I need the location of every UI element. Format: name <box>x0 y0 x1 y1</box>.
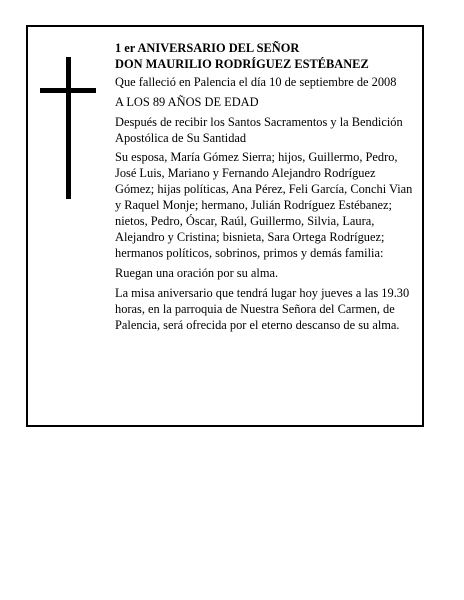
sacraments-line: Después de recibir los Santos Sacramentos y la Bendición Apostólica de Su Santidad <box>115 114 403 145</box>
death-info: Que falleció en Palencia el día 10 de septiembre de 2008 <box>115 74 397 89</box>
notice-text <box>115 41 415 337</box>
mass-info: La misa aniversario que tendrá lugar hoy jueves a las 19.30 horas, en la parroquia de Nuestra Señora del Carmen, de Palencia, será ofrecida por el eterno descanso de su alma. <box>115 285 410 332</box>
cross-vertical-bar <box>66 57 71 199</box>
cross-horizontal-bar <box>40 88 96 93</box>
cross-icon <box>40 57 96 199</box>
notice-title-line1: 1 er ANIVERSARIO DEL SEÑOR <box>115 41 300 55</box>
notice-title-line2: DON MAURILIO RODRÍGUEZ ESTÉBANEZ <box>115 56 369 71</box>
obituary-notice <box>26 25 424 427</box>
age-line: A LOS 89 AÑOS DE EDAD <box>115 94 259 109</box>
family-list: Su esposa, María Gómez Sierra; hijos, Guillermo, Pedro, José Luis, Mariano y Fernando Alejandro Rodríguez Gómez; hijas políticas, Ana Pérez, Feli García, Conchi Vian y Raquel Monje; hermano, Julián Rodríguez Estébanez; nietos, Pedro, Óscar, Raúl, Guillermo, Silvia, Laura, Alejandro y Cristina; bisnieta, Sara Ortega Rodríguez; hermanos políticos, sobrinos, primos y demás familia: <box>115 150 413 260</box>
prayer-request: Ruegan una oración por su alma. <box>115 265 279 280</box>
